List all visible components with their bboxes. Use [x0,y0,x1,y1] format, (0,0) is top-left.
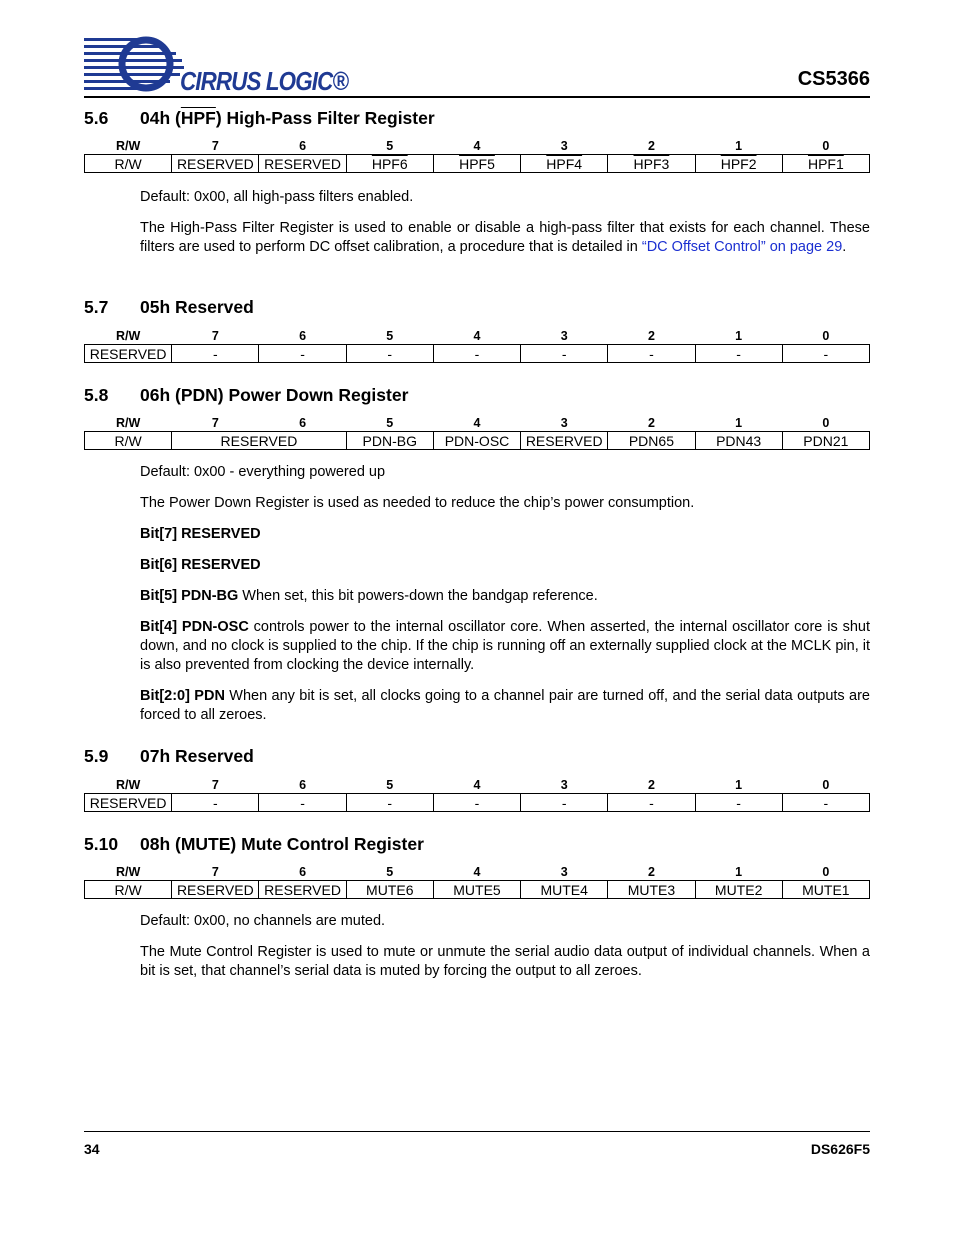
description-paragraph [140,219,870,257]
register-cell: - [433,794,520,812]
register-cell: - [695,794,782,812]
register-row [85,155,870,173]
mute-register-table [84,863,870,899]
register-cell [433,155,520,173]
bit-header-cell: 4 [473,138,481,153]
bit-header-cell: 5 [386,415,394,430]
section-title-post: ) High-Pass Filter Register [215,108,435,128]
section-title: 05h Reserved [140,297,254,317]
bit-header-cell: 4 [473,415,481,430]
bit5-label: Bit[5] PDN-BG [140,588,239,604]
bit-header-cell: 2 [647,415,655,430]
bit5-paragraph [140,587,870,606]
default-text: Default: 0x00 - everything powered up [140,464,386,480]
bit-header-row [85,863,870,881]
bit-header-cell: 0 [822,138,830,153]
section-5-10-heading [84,834,424,855]
bit-header-row [85,776,870,794]
bit-header-cell: 4 [473,777,481,792]
bit2-0-paragraph [140,687,870,725]
cirrus-logic-logo [84,34,354,96]
section-title: 06h (PDN) Power Down Register [140,385,409,405]
bit-header-cell: 0 [822,777,830,792]
register-cell: MUTE2 [695,881,782,899]
bit-header-cell: 2 [647,138,655,153]
default-text: Default: 0x00, all high-pass filters enabled. [140,189,414,205]
register-cell: R/W [85,432,172,450]
bit-header-cell: 7 [211,138,219,153]
bit2-0-label: Bit[2:0] PDN [140,688,225,704]
section-title: 07h Reserved [140,746,254,766]
register-cell-label: HPF1 [807,155,844,172]
bit-header-row [85,414,870,432]
section-number: 5.9 [84,746,109,766]
reserved-07h-table [84,776,870,812]
bit-header-cell: 6 [299,415,307,430]
register-cell: PDN-BG [346,432,433,450]
bit-header-cell: 5 [386,138,394,153]
register-cell-label: HPF3 [633,155,670,172]
part-number: CS5366 [797,68,870,90]
bit-header-row [85,137,870,155]
register-cell: - [433,345,520,363]
default-text: Default: 0x00, no channels are muted. [140,913,386,929]
bit-header-cell: 3 [560,138,568,153]
register-cell [521,155,608,173]
register-cell: R/W [85,881,172,899]
register-cell: - [172,794,259,812]
bit4-paragraph [140,618,870,675]
document-id: DS626F5 [810,1141,870,1157]
bit-header-cell: 3 [560,777,568,792]
bit-header-cell: 7 [211,864,219,879]
register-cell: PDN43 [695,432,782,450]
section-number: 5.6 [84,108,109,128]
register-cell: R/W [85,155,172,173]
bit-header-cell: 0 [822,328,830,343]
bit-header-cell: 1 [735,328,743,343]
register-cell: MUTE3 [608,881,695,899]
bit-header-cell: 2 [647,328,655,343]
bit7-label: Bit[7] RESERVED [140,526,261,542]
register-cell-label: HPF6 [371,155,408,172]
register-cell [695,155,782,173]
register-cell: RESERVED [259,881,346,899]
hpf-register-table [84,137,870,173]
section-number: 5.10 [84,834,119,854]
register-cell [608,155,695,173]
description-end: . [842,239,847,255]
register-cell-label: HPF2 [720,155,757,172]
register-cell: MUTE4 [521,881,608,899]
bit-header-cell: R/W [115,328,141,343]
register-cell: - [608,794,695,812]
bit6-label: Bit[6] RESERVED [140,557,261,573]
register-cell: RESERVED [521,432,608,450]
bit-header-cell: R/W [115,138,141,153]
register-cell: RESERVED [172,881,259,899]
description-text: The High-Pass Filter Register is used to enable or disable a high-pass filter that exists for each channel. These filters are used to perform DC offset calibration, a procedure that is detailed in [140,220,870,255]
register-cell: PDN65 [608,432,695,450]
register-cell: RESERVED [172,432,346,450]
register-cell-label: HPF5 [459,155,495,172]
footer-rule [84,1131,870,1132]
bit-header-cell: 4 [473,328,481,343]
bit-header-cell: 1 [735,777,743,792]
register-cell: - [782,794,869,812]
register-cell: - [521,345,608,363]
register-row [85,881,870,899]
register-cell: - [346,345,433,363]
bit-header-cell: 5 [386,864,394,879]
bit-header-cell: 6 [299,328,307,343]
bit-header-cell: R/W [115,864,141,879]
bit4-text: controls power to the internal oscillator core. When asserted, the internal oscillator core is shut down, and no clock is supplied to the chip. If the chip is running off an externally supplied clock at the MCLK pin, it is also prevented from clocking the device internally. [140,619,870,673]
description-paragraph: The Mute Control Register is used to mute or unmute the serial audio data output of individual channels. When a bit is set, that channel’s serial data is muted by forcing the output to all zeroes. [140,944,870,979]
dc-offset-control-link[interactable]: “DC Offset Control” on page 29 [641,239,843,255]
register-cell: - [521,794,608,812]
header-rule [84,96,870,98]
section-number: 5.8 [84,385,109,405]
register-cell: - [608,345,695,363]
bit-header-cell: 3 [560,328,568,343]
bit-header-cell: 1 [735,864,743,879]
register-cell [782,155,869,173]
bit-header-cell: 6 [299,777,307,792]
bit-header-cell: 4 [473,864,481,879]
section-5-8-heading [84,385,408,406]
register-cell: MUTE1 [782,881,869,899]
bit-header-cell: 7 [211,415,219,430]
bit5-text: When set, this bit powers-down the bandgap reference. [238,588,598,604]
register-row [85,794,870,812]
svg-text:CIRRUS LOGIC®: CIRRUS LOGIC® [180,66,350,96]
page-number: 34 [84,1141,100,1157]
register-cell: RESERVED [85,345,172,363]
bit-header-cell: 0 [822,864,830,879]
bit-header-cell: 1 [735,138,743,153]
bit-header-row [85,327,870,345]
bit-header-cell: 7 [211,328,219,343]
bit-header-cell: R/W [115,777,141,792]
register-cell: - [259,345,346,363]
register-cell: PDN21 [782,432,869,450]
register-cell: RESERVED [259,155,346,173]
section-number: 5.7 [84,297,109,317]
bit-header-cell: 3 [560,415,568,430]
bit-header-cell: 2 [647,777,655,792]
bit-header-cell: 1 [735,415,743,430]
register-cell: - [172,345,259,363]
register-cell: PDN-OSC [433,432,520,450]
bit-header-cell: 6 [299,864,307,879]
bit-header-cell: R/W [115,415,141,430]
description-paragraph: The Power Down Register is used as needed to reduce the chip’s power consumption. [140,495,695,511]
bit-header-cell: 0 [822,415,830,430]
section-5-7-heading [84,297,254,318]
bit-header-cell: 3 [560,864,568,879]
register-cell: RESERVED [85,794,172,812]
register-cell: - [259,794,346,812]
register-cell [346,155,433,173]
register-cell: MUTE5 [433,881,520,899]
register-cell: - [695,345,782,363]
bit4-label: Bit[4] PDN-OSC [140,619,249,635]
bit-header-cell: 7 [211,777,219,792]
bit-header-cell: 6 [299,138,307,153]
register-cell: - [782,345,869,363]
register-cell: MUTE6 [346,881,433,899]
section-title: 08h (MUTE) Mute Control Register [140,834,424,854]
bit-header-cell: 5 [386,777,394,792]
register-row [85,345,870,363]
register-cell: RESERVED [172,155,259,173]
pdn-register-table [84,414,870,450]
section-title-overline: $\overline{HPF}$ [180,108,216,128]
bit-header-cell: 2 [647,864,655,879]
reserved-05h-table [84,327,870,363]
section-title-pre: 04h ( [140,108,181,128]
register-cell-label: HPF4 [546,155,583,172]
bit2-0-text: When any bit is set, all clocks going to a channel pair are turned off, and the serial data outputs are forced to all zeroes. [140,688,870,723]
section-5-9-heading [84,746,254,767]
bit-header-cell: 5 [386,328,394,343]
register-cell: - [346,794,433,812]
section-5-6-heading [84,108,435,129]
register-row [85,432,870,450]
